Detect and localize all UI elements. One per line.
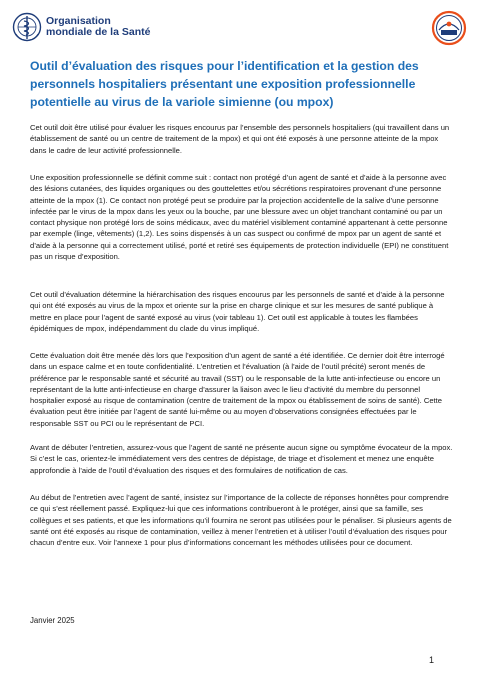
who-emblem-icon <box>12 12 42 42</box>
publication-date: Janvier 2025 <box>30 616 75 625</box>
org-name-line1: Organisation <box>46 15 111 27</box>
paragraph-3: Cet outil d’évaluation détermine la hiérarchisation des risques encourus par les personnels de santé et d’aide à la personne qui ont été exposés au virus de la mpox et oriente sur la prise en charge clinique et sur les mesures de santé publique à mettre en place pour l’agent de santé exposé au virus (voir tableau 1). Cet outil est applicable à toutes les flambées épidémiques de mpox, indépendamment du clade du virus impliqué. <box>30 290 445 333</box>
document-title: Outil d’évaluation des risques pour l’identification et la gestion des personnels hospitaliers présentant une exposition professionnelle potentielle au virus de la variole simienne (ou mpox) <box>30 59 419 109</box>
mpox-badge-icon <box>431 10 467 46</box>
org-name-line2: mondiale de la Santé <box>46 26 151 38</box>
header <box>12 10 467 44</box>
page-number: 1 <box>429 655 435 665</box>
paragraph-4: Cette évaluation doit être menée dès lors que l’exposition d’un agent de santé a été identifiée. Ce dernier doit être interrogé dans un espace calme et en toute confidentialité. L’entretien et l’évaluation (à l’aide de l’outil précité) seront menés de préférence par le responsable santé et sécurité au travail (SST) ou le responsable de la lutte anti-infectieuse ou encore un représentant de la lutte anti-infectieuse en charge d’assurer la liaison avec le lieu d’activité du membre du personnel hospitalier exposé au risque de contamination (centre de traitement de la mpox ou établissement de soins de santé). Cette évaluation peut être initiée par l’agent de santé lui-même ou au moyen d’observations consignées effectuées par le responsable SST ou PCI ou le représentant de PCI. <box>30 351 445 428</box>
paragraph-6: Au début de l’entretien avec l’agent de santé, insistez sur l’importance de la collecte de réponses honnêtes pour comprendre ce qui s’est réellement passé. Expliquez-lui que ces informations contribueront à le protéger, ainsi que sa famille, ses collègues et ses patients, et que les informations qu’il fournira ne seront pas utilisées pour le pénaliser. Si plusieurs agents de santé ont été exposés au risque de contamination, veillez à mener l’entretien et à utiliser l’outil d’évaluation des risques pour chacun d’entre eux. Voir l’annexe 1 pour plus d’informations concernant les méthodes utilisées pour ce document. <box>30 493 452 548</box>
paragraph-2: Une exposition professionnelle se définit comme suit : contact non protégé d’un agent de santé et d’aide à la personne avec des lésions cutanées, des liquides organiques ou des gouttelettes et/ou sécrétions respiratoires provenant d’une personne atteinte de la mpox (1). Ce contact non protégé peut se produire par la projection accidentelle de la salive d’une personne infectée par le virus de la mpox dans les yeux ou la bouche, par une blessure avec un objet tranchant contaminé ou par un contact physique non protégé lors de soins médicaux, avec du matériel visiblement contaminé appartenant à cette personne par exemple (linge, vêtements) (1,2). Les soins dispensés à un cas suspect ou confirmé de mpox par un agent de santé et d’aide à la personne qui a correctement utilisé, porté et retiré ses équipements de protection individuelle (EPI) ne constituent pas un risque d’exposition. <box>30 173 449 262</box>
paragraph-1: Cet outil doit être utilisé pour évaluer les risques encourus par l’ensemble des personnels hospitaliers (qui travaillent dans un établissement de santé ou un centre de traitement de la mpox) et qui ont été exposés à une personne atteinte de la mpox dans le cadre de leur activité professionnelle. <box>30 123 450 155</box>
paragraph-5: Avant de débuter l’entretien, assurez-vous que l’agent de santé ne présente aucun signe ou symptôme évocateur de la mpox. Si c’est le cas, orientez-le immédiatement vers des centres de dépistage, de triage et d’isolement et menez une enquête approfondie à l’aide de l’outil d’évaluation des risques et des formulaires de notification de cas. <box>30 443 453 475</box>
organisation-name <box>46 16 150 38</box>
